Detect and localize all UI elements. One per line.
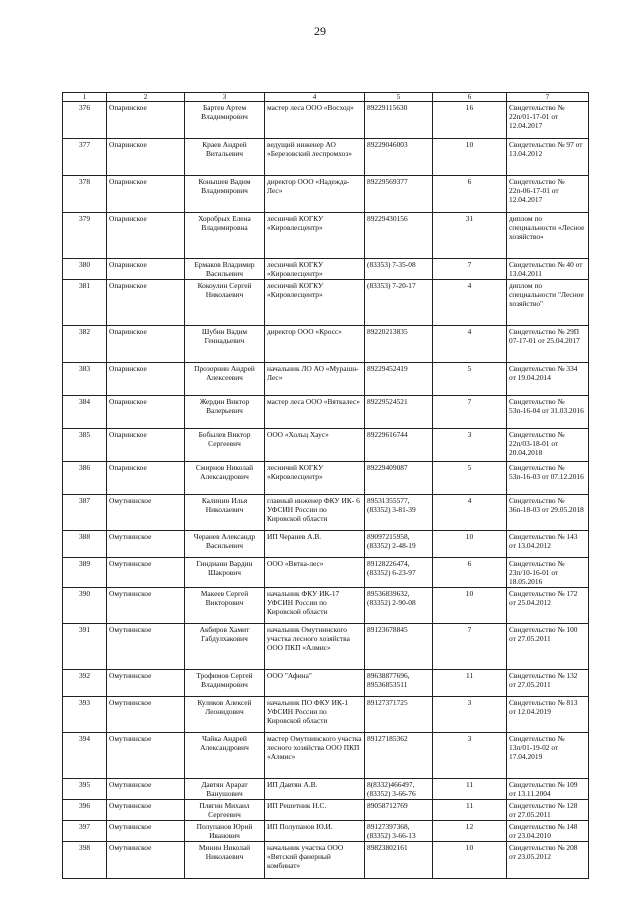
phone-cell: 89229430156 — [365, 213, 433, 259]
position-cell: директор ООО «Надежда-Лес» — [265, 176, 365, 213]
table-row — [63, 429, 589, 462]
person-name: Куликов Алексей Леонидович — [185, 697, 265, 733]
table-row — [63, 176, 589, 213]
row-number: 376 — [63, 102, 107, 139]
certificate-cell: Свидетельство № 208 от 23.05.2012 — [507, 842, 589, 879]
certificate-cell: Свидетельство № 36п-18-03 от 29.05.2018 — [507, 495, 589, 531]
phone-cell: 89229452419 — [365, 363, 433, 396]
experience-years: 4 — [433, 280, 507, 326]
experience-years: 6 — [433, 558, 507, 588]
certificate-cell: Свидетельство № 100 от 27.05.2011 — [507, 624, 589, 670]
experience-years: 7 — [433, 396, 507, 429]
position-cell: лесничий КОГКУ «Кировлесцентр» — [265, 462, 365, 495]
phone-cell: 8(8332)466497, (83352) 3-66-76 — [365, 779, 433, 800]
table-row — [63, 588, 589, 624]
position-cell: мастер леса ООО «Восход» — [265, 102, 365, 139]
column-header: 2 — [107, 93, 185, 102]
certificate-cell: Свидетельство № 334 от 19.04.2014 — [507, 363, 589, 396]
certificate-cell: Свидетельство № 97 от 13.04.2012 — [507, 139, 589, 176]
district-cell: Опаринское — [107, 139, 185, 176]
page-number: 29 — [314, 24, 326, 38]
position-cell: лесничий КОГКУ «Кировлесцентр» — [265, 213, 365, 259]
table-row — [63, 213, 589, 259]
certificate-cell: Свидетельство № 143 от 13.04.2012 — [507, 531, 589, 558]
district-cell: Омутнинское — [107, 821, 185, 842]
district-cell: Омутнинское — [107, 697, 185, 733]
district-cell: Омутнинское — [107, 800, 185, 821]
person-name: Шубин Вадим Геннадьевич — [185, 326, 265, 363]
row-number: 391 — [63, 624, 107, 670]
table-row — [63, 842, 589, 879]
person-name: Полупанов Юрий Иванович — [185, 821, 265, 842]
person-name: Гиндиани Вардин Шакрович — [185, 558, 265, 588]
experience-years: 3 — [433, 697, 507, 733]
table-row — [63, 821, 589, 842]
row-number: 380 — [63, 259, 107, 280]
row-number: 398 — [63, 842, 107, 879]
person-name: Макеев Сергей Викторович — [185, 588, 265, 624]
table-row — [63, 697, 589, 733]
district-cell: Опаринское — [107, 462, 185, 495]
table-row — [63, 624, 589, 670]
phone-cell: 89638877696, 89536853511 — [365, 670, 433, 697]
experience-years: 10 — [433, 139, 507, 176]
experience-years: 11 — [433, 670, 507, 697]
phone-cell: 89127397368, (83352) 3-66-13 — [365, 821, 433, 842]
certificate-cell: Свидетельство № 132 от 27.05.2011 — [507, 670, 589, 697]
experience-years: 11 — [433, 779, 507, 800]
position-cell: начальник Омутнинского участка лесного хозяйства ООО ПКП «Алмис» — [265, 624, 365, 670]
experience-years: 10 — [433, 588, 507, 624]
row-number: 396 — [63, 800, 107, 821]
row-number: 384 — [63, 396, 107, 429]
phone-cell: 89531355577, (83352) 3-81-39 — [365, 495, 433, 531]
column-header: 3 — [185, 93, 265, 102]
certificate-cell: Свидетельство № 813 от 12.04.2019 — [507, 697, 589, 733]
row-number: 388 — [63, 531, 107, 558]
experience-years: 31 — [433, 213, 507, 259]
district-cell: Омутнинское — [107, 624, 185, 670]
person-name: Минин Николай Николаевич — [185, 842, 265, 879]
certificate-cell: Свидетельство № 109 от 13.11.2004 — [507, 779, 589, 800]
experience-years: 12 — [433, 821, 507, 842]
phone-cell: 89128226474, (83352) 6-23-97 — [365, 558, 433, 588]
person-name: Черанев Александр Васильевич — [185, 531, 265, 558]
position-cell: главный инженер ФКУ ИК- 6 УФСИН России по Кировской области — [265, 495, 365, 531]
certificate-cell: Свидетельство № 172 от 25.04.2012 — [507, 588, 589, 624]
table-row — [63, 462, 589, 495]
person-name: Прозорнин Андрей Алексеевич — [185, 363, 265, 396]
registry-table — [62, 92, 589, 879]
table-row — [63, 280, 589, 326]
position-cell: ИП Полупанов Ю.И. — [265, 821, 365, 842]
table-row — [63, 259, 589, 280]
certificate-cell: Свидетельство № 22п/03-18-01 от 20.04.2018 — [507, 429, 589, 462]
certificate-cell: Свидетельство № 22п/01-17-01 от 12.04.2017 — [507, 102, 589, 139]
row-number: 387 — [63, 495, 107, 531]
position-cell: начальник ФКУ ИК-17 УФСИН России по Кировской области — [265, 588, 365, 624]
district-cell: Омутнинское — [107, 779, 185, 800]
person-name: Конышев Вадим Владимирович — [185, 176, 265, 213]
position-cell: начальник участка ООО «Вятский фанерный комбинат» — [265, 842, 365, 879]
column-header: 7 — [507, 93, 589, 102]
phone-cell: 89229524521 — [365, 396, 433, 429]
district-cell: Омутнинское — [107, 733, 185, 779]
phone-cell: 89123678845 — [365, 624, 433, 670]
district-cell: Омутнинское — [107, 558, 185, 588]
row-number: 386 — [63, 462, 107, 495]
person-name: Бартев Артем Владимирович — [185, 102, 265, 139]
district-cell: Омутнинское — [107, 531, 185, 558]
position-cell: лесничий КОГКУ «Кировлесцентр» — [265, 280, 365, 326]
certificate-cell: диплом по специальности "Лесное хозяйство" — [507, 280, 589, 326]
phone-cell: 89220213835 — [365, 326, 433, 363]
phone-cell: 89229046003 — [365, 139, 433, 176]
table-row — [63, 495, 589, 531]
person-name: Краев Андрей Витальевич — [185, 139, 265, 176]
experience-years: 7 — [433, 624, 507, 670]
row-number: 394 — [63, 733, 107, 779]
person-name: Смирнов Николай Александрович — [185, 462, 265, 495]
position-cell: начальник ЛО АО «Мурашн-Лес» — [265, 363, 365, 396]
experience-years: 11 — [433, 800, 507, 821]
table-row — [63, 779, 589, 800]
phone-cell: 89229115630 — [365, 102, 433, 139]
district-cell: Опаринское — [107, 429, 185, 462]
position-cell: ИП Решетник Н.С. — [265, 800, 365, 821]
phone-cell: 89229616744 — [365, 429, 433, 462]
person-name: Хоробрых Елена Владимировна — [185, 213, 265, 259]
person-name: Ермаков Владимир Васильевич — [185, 259, 265, 280]
phone-cell: 89127371725 — [365, 697, 433, 733]
person-name: Давтян Арарат Ванушович — [185, 779, 265, 800]
row-number: 379 — [63, 213, 107, 259]
person-name: Чайка Андрей Александрович — [185, 733, 265, 779]
district-cell: Омутнинское — [107, 842, 185, 879]
district-cell: Опаринское — [107, 102, 185, 139]
district-cell: Опаринское — [107, 326, 185, 363]
phone-cell: 89229569377 — [365, 176, 433, 213]
row-number: 381 — [63, 280, 107, 326]
certificate-cell: Свидетельство № 29П 07-17-01 от 25.04.2017 — [507, 326, 589, 363]
table-row — [63, 139, 589, 176]
column-header: 5 — [365, 93, 433, 102]
phone-cell: 89823802161 — [365, 842, 433, 879]
row-number: 378 — [63, 176, 107, 213]
row-number: 393 — [63, 697, 107, 733]
table-row — [63, 670, 589, 697]
person-name: Плягин Михаил Сергеевич — [185, 800, 265, 821]
row-number: 389 — [63, 558, 107, 588]
position-cell: ведущий инженер АО «Березовский леспромхоз» — [265, 139, 365, 176]
row-number: 390 — [63, 588, 107, 624]
table-row — [63, 396, 589, 429]
row-number: 383 — [63, 363, 107, 396]
district-cell: Опаринское — [107, 363, 185, 396]
person-name: Акбиров Хамит Габдулхакович — [185, 624, 265, 670]
phone-cell: 89229409087 — [365, 462, 433, 495]
phone-cell: 89058712769 — [365, 800, 433, 821]
position-cell: ИП Черанев А.В. — [265, 531, 365, 558]
experience-years: 16 — [433, 102, 507, 139]
phone-cell: 89127185362 — [365, 733, 433, 779]
table-row — [63, 102, 589, 139]
table-row — [63, 733, 589, 779]
district-cell: Опаринское — [107, 213, 185, 259]
position-cell: ИП Давтян А.В. — [265, 779, 365, 800]
position-cell: директор ООО «Кросс» — [265, 326, 365, 363]
experience-years: 3 — [433, 733, 507, 779]
row-number: 382 — [63, 326, 107, 363]
phone-cell: 89097215958, (83352) 2-48-19 — [365, 531, 433, 558]
position-cell: ООО «Хольц Хаус» — [265, 429, 365, 462]
district-cell: Опаринское — [107, 176, 185, 213]
table-row — [63, 531, 589, 558]
column-header: 1 — [63, 93, 107, 102]
experience-years: 4 — [433, 326, 507, 363]
column-header-row — [63, 93, 589, 102]
certificate-cell: Свидетельство № 53п-16-04 от 31.03.2016 — [507, 396, 589, 429]
person-name: Бобылев Виктор Сергеевич — [185, 429, 265, 462]
district-cell: Опаринское — [107, 396, 185, 429]
person-name: Кокоулин Сергей Николаевич — [185, 280, 265, 326]
table-row — [63, 800, 589, 821]
row-number: 397 — [63, 821, 107, 842]
district-cell: Омутнинское — [107, 588, 185, 624]
certificate-cell: Свидетельство № 23п/10-16-01 от 18.05.2016 — [507, 558, 589, 588]
certificate-cell: диплом по специальности «Лесное хозяйство» — [507, 213, 589, 259]
certificate-cell: Свидетельство № 13п/01-19-02 от 17.04.2019 — [507, 733, 589, 779]
experience-years: 3 — [433, 429, 507, 462]
certificate-cell: Свидетельство № 22п-06-17-01 от 12.04.2017 — [507, 176, 589, 213]
certificate-cell: Свидетельство № 40 от 13.04.2011 — [507, 259, 589, 280]
row-number: 395 — [63, 779, 107, 800]
district-cell: Омутнинское — [107, 670, 185, 697]
table-row — [63, 363, 589, 396]
table-row — [63, 326, 589, 363]
person-name: Калинин Илья Николаевич — [185, 495, 265, 531]
column-header: 6 — [433, 93, 507, 102]
experience-years: 10 — [433, 531, 507, 558]
district-cell: Опаринское — [107, 259, 185, 280]
position-cell: мастер леса ООО «Вяткалес» — [265, 396, 365, 429]
certificate-cell: Свидетельство № 53п-16-03 от 07.12.2016 — [507, 462, 589, 495]
phone-cell: (83353) 7-20-17 — [365, 280, 433, 326]
experience-years: 7 — [433, 259, 507, 280]
person-name: Жердин Виктор Валерьевич — [185, 396, 265, 429]
district-cell: Омутнинское — [107, 495, 185, 531]
position-cell: ООО "Афина" — [265, 670, 365, 697]
row-number: 377 — [63, 139, 107, 176]
experience-years: 6 — [433, 176, 507, 213]
position-cell: мастер Омутнинского участка лесного хозяйства ООО ПКП «Алмис» — [265, 733, 365, 779]
table-row — [63, 558, 589, 588]
position-cell: ООО «Вятка-лес» — [265, 558, 365, 588]
position-cell: лесничий КОГКУ «Кировлесцентр» — [265, 259, 365, 280]
column-header: 4 — [265, 93, 365, 102]
phone-cell: 89536839632, (83352) 2-90-08 — [365, 588, 433, 624]
person-name: Трофимов Сергей Владимирович — [185, 670, 265, 697]
certificate-cell: Свидетельство № 148 от 23.04.2010 — [507, 821, 589, 842]
certificate-cell: Свидетельство № 128 от 27.05.2011 — [507, 800, 589, 821]
experience-years: 5 — [433, 462, 507, 495]
experience-years: 5 — [433, 363, 507, 396]
row-number: 392 — [63, 670, 107, 697]
experience-years: 10 — [433, 842, 507, 879]
row-number: 385 — [63, 429, 107, 462]
experience-years: 4 — [433, 495, 507, 531]
district-cell: Опаринское — [107, 280, 185, 326]
position-cell: начальник ПО ФКУ ИК-1 УФСИН России по Кировской области — [265, 697, 365, 733]
phone-cell: (83353) 7-35-08 — [365, 259, 433, 280]
